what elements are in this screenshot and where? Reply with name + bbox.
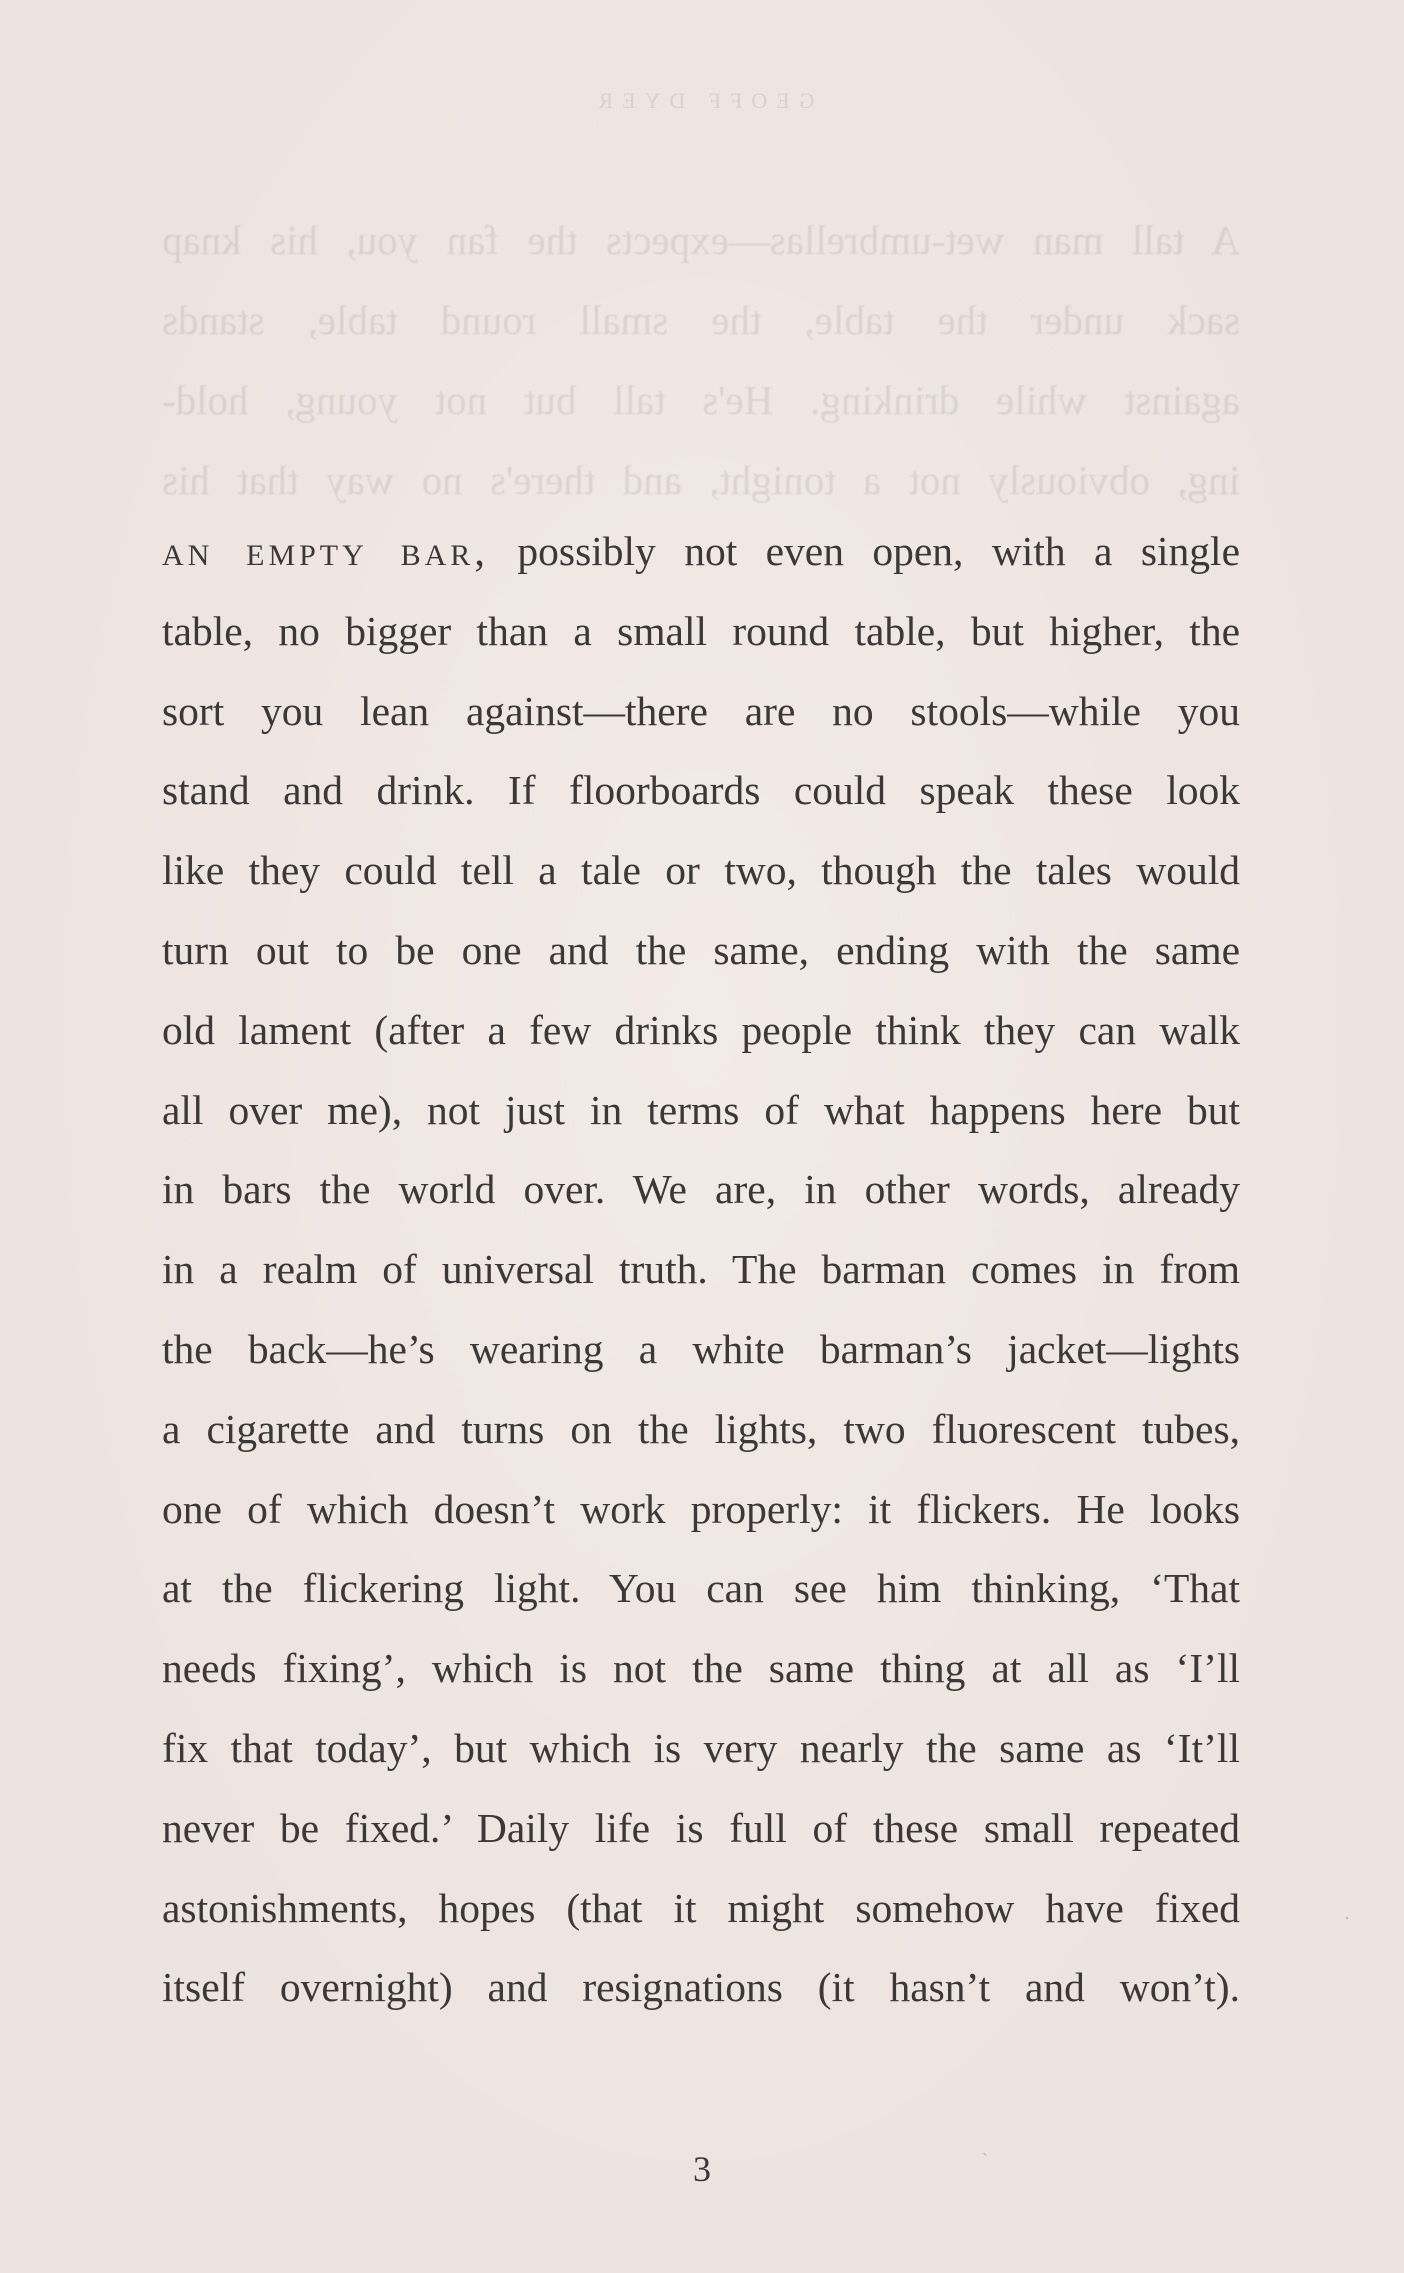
page-number: 3 <box>693 2149 711 2189</box>
bleed-line: sack under the table, the small round table, stands <box>162 297 1240 343</box>
bleed-line: A tall man wet-umbrellas—expects the fan you, his knap <box>162 217 1240 263</box>
bleed-line: ing, obviously not a tonight, and there's no way that his <box>162 457 1240 503</box>
text-line: itself overnight) and resignations (it hasn’t and won’t). <box>162 1964 1240 2011</box>
text-line: like they could tell a tale or two, though the tales would <box>162 847 1240 894</box>
text-line: all over me), not just in terms of what happens here but <box>162 1086 1240 1133</box>
paper-speck: · <box>1344 1908 1350 1928</box>
text-line: turn out to be one and the same, ending with the same <box>162 926 1241 973</box>
running-head-bleed-through: GEOFF DYER <box>589 88 815 113</box>
bleed-line: against while drinking. He's tall but not young, hold- <box>162 377 1240 423</box>
text-line: a cigarette and turns on the lights, two fluorescent tubes, <box>162 1405 1240 1452</box>
text-line: old lament (after a few drinks people think they can walk <box>162 1006 1240 1053</box>
text-line: in bars the world over. We are, in other words, already <box>162 1166 1241 1213</box>
text-line <box>162 512 1240 592</box>
text-line: never be fixed.’ Daily life is full of these small repeated <box>162 1804 1240 1851</box>
bleed-through-text <box>162 200 1240 520</box>
text-line: in a realm of universal truth. The barman comes in from <box>162 1246 1241 1293</box>
text-line: stand and drink. If floorboards could speak these look <box>162 767 1240 814</box>
text-line: needs fixing’, which is not the same thing at all as ‘I’ll <box>162 1645 1241 1692</box>
text-line: fix that today’, but which is very nearly the same as ‘It’ll <box>162 1724 1240 1771</box>
text-line: the back—he’s wearing a white barman’s jacket—lights <box>162 1325 1241 1372</box>
lead-in-small-caps: an empty bar, <box>162 528 490 575</box>
body-paragraph <box>162 512 1240 2028</box>
text-line-content: possibly not even open, with a single <box>489 528 1240 574</box>
text-line: at the flickering light. You can see him thinking, ‘That <box>162 1565 1240 1612</box>
text-line: astonishments, hopes (that it might somehow have fixed <box>162 1884 1241 1931</box>
paper-speck: ˋ <box>982 2150 988 2170</box>
text-line: sort you lean against—there are no stools—while you <box>162 687 1241 734</box>
text-line: table, no bigger than a small round table, but higher, the <box>162 607 1240 654</box>
text-line: one of which doesn’t work properly: it flickers. He looks <box>162 1485 1240 1532</box>
